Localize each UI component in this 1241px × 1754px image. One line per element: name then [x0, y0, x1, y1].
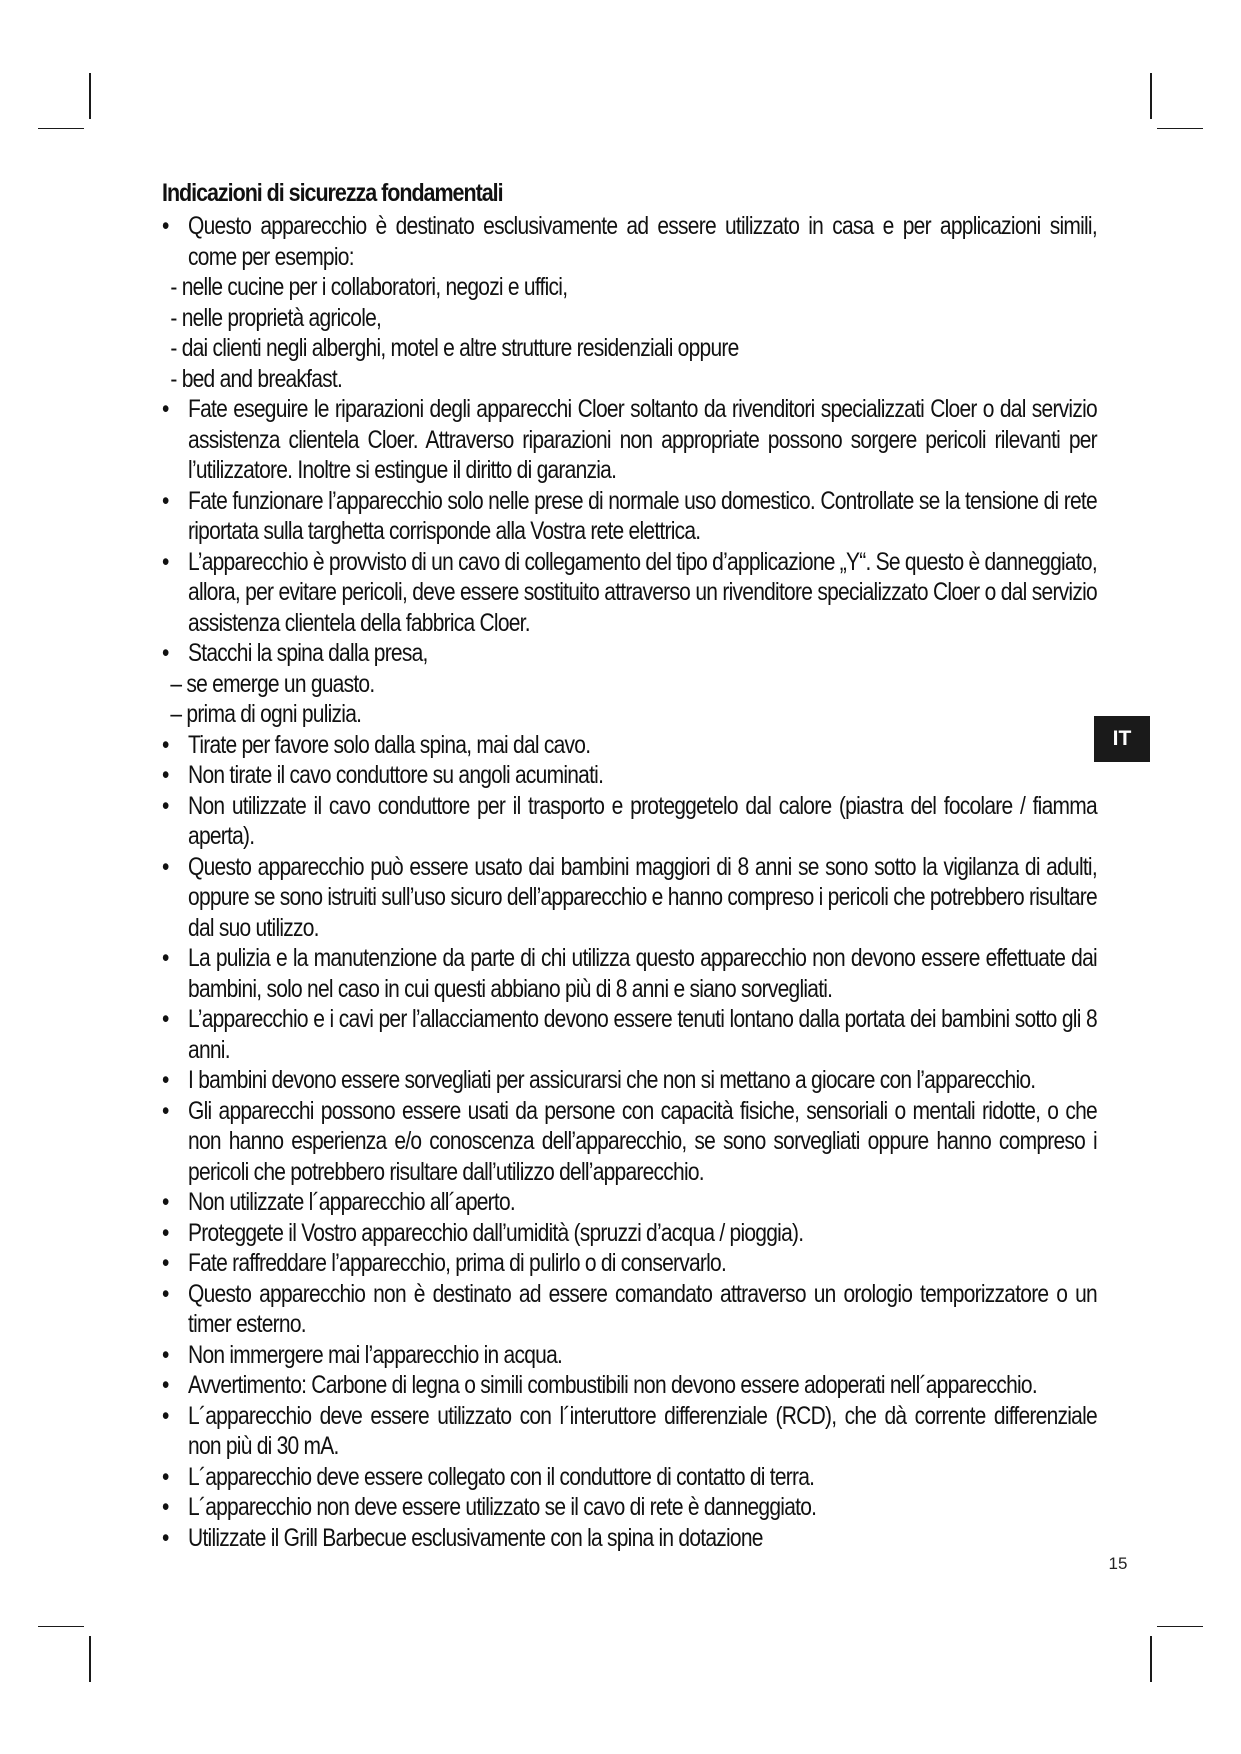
section-heading: Indicazioni di sicurezza fondamentali — [162, 179, 503, 207]
list-item-text: La pulizia e la manutenzione da parte di chi utilizza questo apparecchio non devono essere effettuate dai bambini, solo nel caso in cui questi abbiano più di 8 anni e siano sorvegliati. — [188, 944, 1097, 1003]
bullet-marker: • — [162, 639, 169, 667]
crop-mark-top-left-v — [89, 73, 91, 119]
sub-list-item: - bed and breakfast. — [170, 364, 343, 393]
crop-mark-bottom-right-h — [1157, 1626, 1203, 1627]
list-item — [162, 1279, 1097, 1340]
list-item-text: L’apparecchio e i cavi per l’allacciamento devono essere tenuti lontano dalla portata dei bambini sotto gli 8 anni. — [188, 1005, 1097, 1064]
list-item-text: Non utilizzate l´apparecchio all´aperto. — [188, 1188, 515, 1216]
bullet-marker: • — [162, 791, 169, 820]
sub-list-item: – prima di ogni pulizia. — [170, 700, 362, 728]
list-item-text: Non utilizzate il cavo conduttore per il trasporto e proteggetelo dal calore (piastra del focolare / fiamma aperta). — [188, 791, 1097, 850]
list-item — [162, 791, 1097, 852]
list-item-text: Gli apparecchi possono essere usati da persone con capacità fisiche, sensoriali o mentali ridotte, o che non hanno esperienza e/o conoscenza dell’apparecchio, se sono sorvegliati oppure hanno compreso i pericoli che potrebbero risultare dall’utilizzo dell’apparecchio. — [188, 1096, 1097, 1186]
list-item — [162, 394, 1097, 486]
bullet-marker: • — [162, 761, 169, 789]
list-item-text: Questo apparecchio può essere usato dai bambini maggiori di 8 anni se sono sotto la vigilanza di adulti, oppure se sono istruiti sull’uso sicuro dell’apparecchio e hanno compreso i pericoli che potrebbero risultare dal suo utilizzo. — [188, 852, 1097, 942]
list-item — [162, 486, 1097, 547]
list-item-text: Non tirate il cavo conduttore su angoli acuminati. — [188, 761, 604, 789]
list-item-text: Tirate per favore solo dalla spina, mai dal cavo. — [188, 730, 591, 759]
list-item — [162, 638, 1097, 669]
bullet-marker: • — [162, 395, 169, 423]
list-item — [162, 1462, 1097, 1493]
list-item — [162, 1065, 1097, 1096]
list-item — [162, 1340, 1097, 1371]
list-item — [162, 730, 1097, 761]
list-item-text: Fate funzionare l’apparecchio solo nelle prese di normale uso domestico. Controllate se la tensione di rete riportata sulla targhetta corrisponde alla Vostra rete elettrica. — [188, 486, 1097, 545]
crop-mark-top-right-v — [1150, 73, 1152, 119]
list-item-text: L’apparecchio è provvisto di un cavo di collegamento del tipo d’applicazione „Y“. Se questo è danneggiato, allora, per evitare pericoli, deve essere sostituito attraverso un rivenditore specializzato Cloer o dal servizio assistenza clientela della fabbrica Cloer. — [188, 547, 1097, 637]
bullet-marker: • — [162, 1279, 169, 1308]
list-item-text: Questo apparecchio non è destinato ad essere comandato attraverso un orologio temporizzatore o un timer esterno. — [188, 1279, 1097, 1338]
list-item-text: Stacchi la spina dalla presa, — [188, 639, 428, 667]
bullet-marker: • — [162, 1066, 169, 1094]
bullet-marker: • — [162, 1096, 169, 1125]
bullet-marker: • — [162, 1523, 169, 1552]
bullet-marker: • — [162, 547, 169, 576]
list-item — [162, 1370, 1097, 1401]
bullet-marker: • — [162, 1340, 169, 1369]
bullet-marker: • — [162, 944, 169, 972]
list-item — [162, 211, 1097, 272]
sub-list-item: - nelle cucine per i collaboratori, negozi e uffici, — [170, 273, 568, 301]
list-item-text: Non immergere mai l’apparecchio in acqua. — [188, 1340, 563, 1369]
list-item — [162, 1248, 1097, 1279]
safety-instructions-list — [162, 211, 1097, 1553]
crop-mark-top-left-h — [38, 128, 84, 129]
bullet-marker: • — [162, 1462, 169, 1491]
crop-mark-top-right-h — [1157, 128, 1203, 129]
bullet-marker: • — [162, 730, 169, 759]
bullet-marker: • — [162, 1218, 169, 1247]
list-item — [162, 1401, 1097, 1462]
list-item — [162, 1492, 1097, 1523]
list-item-text: Proteggete il Vostro apparecchio dall’umidità (spruzzi d’acqua / pioggia). — [188, 1218, 804, 1247]
bullet-marker: • — [162, 1005, 169, 1033]
list-item-text: Fate raffreddare l’apparecchio, prima di pulirlo o di conservarlo. — [188, 1249, 727, 1277]
list-item — [162, 943, 1097, 1004]
bullet-marker: • — [162, 1249, 169, 1277]
bullet-marker: • — [162, 212, 169, 240]
bullet-marker: • — [162, 1493, 169, 1521]
sub-list-item: - nelle proprietà agricole, — [170, 303, 382, 332]
sub-list-item: – se emerge un guasto. — [170, 669, 375, 698]
list-item-text: Questo apparecchio è destinato esclusivamente ad essere utilizzato in casa e per applicazioni simili, come per esempio: — [188, 212, 1097, 271]
crop-mark-bottom-left-h — [38, 1626, 84, 1627]
list-item-text: L´apparecchio deve essere collegato con il conduttore di contatto di terra. — [188, 1462, 815, 1491]
list-item-text: Avvertimento: Carbone di legna o simili combustibili non devono essere adoperati nell´apparecchio. — [188, 1371, 1037, 1399]
sub-list-item: - dai clienti negli alberghi, motel e altre strutture residenziali oppure — [170, 334, 739, 362]
list-item — [162, 547, 1097, 639]
page-number: 15 — [1108, 1554, 1128, 1573]
list-item-text: Utilizzate il Grill Barbecue esclusivamente con la spina in dotazione — [188, 1523, 763, 1552]
bullet-marker: • — [162, 1401, 169, 1430]
language-tab: IT — [1094, 716, 1150, 762]
bullet-marker: • — [162, 852, 169, 881]
list-item — [162, 1523, 1097, 1554]
list-item — [162, 1187, 1097, 1218]
bullet-marker: • — [162, 486, 169, 515]
crop-mark-bottom-left-v — [89, 1636, 91, 1682]
bullet-marker: • — [162, 1371, 169, 1399]
list-item-text: I bambini devono essere sorvegliati per assicurarsi che non si mettano a giocare con l’apparecchio. — [188, 1066, 1036, 1094]
list-item-text: Fate eseguire le riparazioni degli apparecchi Cloer soltanto da rivenditori specializzati Cloer o dal servizio assistenza clientela Cloer. Attraverso riparazioni non appropriate possono sorgere pericoli rilevanti per l’utilizzatore. Inoltre si estingue il diritto di garanzia. — [188, 395, 1097, 484]
crop-mark-bottom-right-v — [1150, 1636, 1152, 1682]
list-item — [162, 1004, 1097, 1065]
list-item-text: L´apparecchio non deve essere utilizzato se il cavo di rete è danneggiato. — [188, 1493, 817, 1521]
safety-instructions-section — [162, 178, 1097, 1553]
list-item — [162, 1096, 1097, 1188]
list-item — [162, 1218, 1097, 1249]
list-item-text: L´apparecchio deve essere utilizzato con l´interuttore differenziale (RCD), che dà corrente differenziale non più di 30 mA. — [188, 1401, 1097, 1460]
bullet-marker: • — [162, 1188, 169, 1216]
list-item — [162, 852, 1097, 944]
list-item — [162, 760, 1097, 791]
